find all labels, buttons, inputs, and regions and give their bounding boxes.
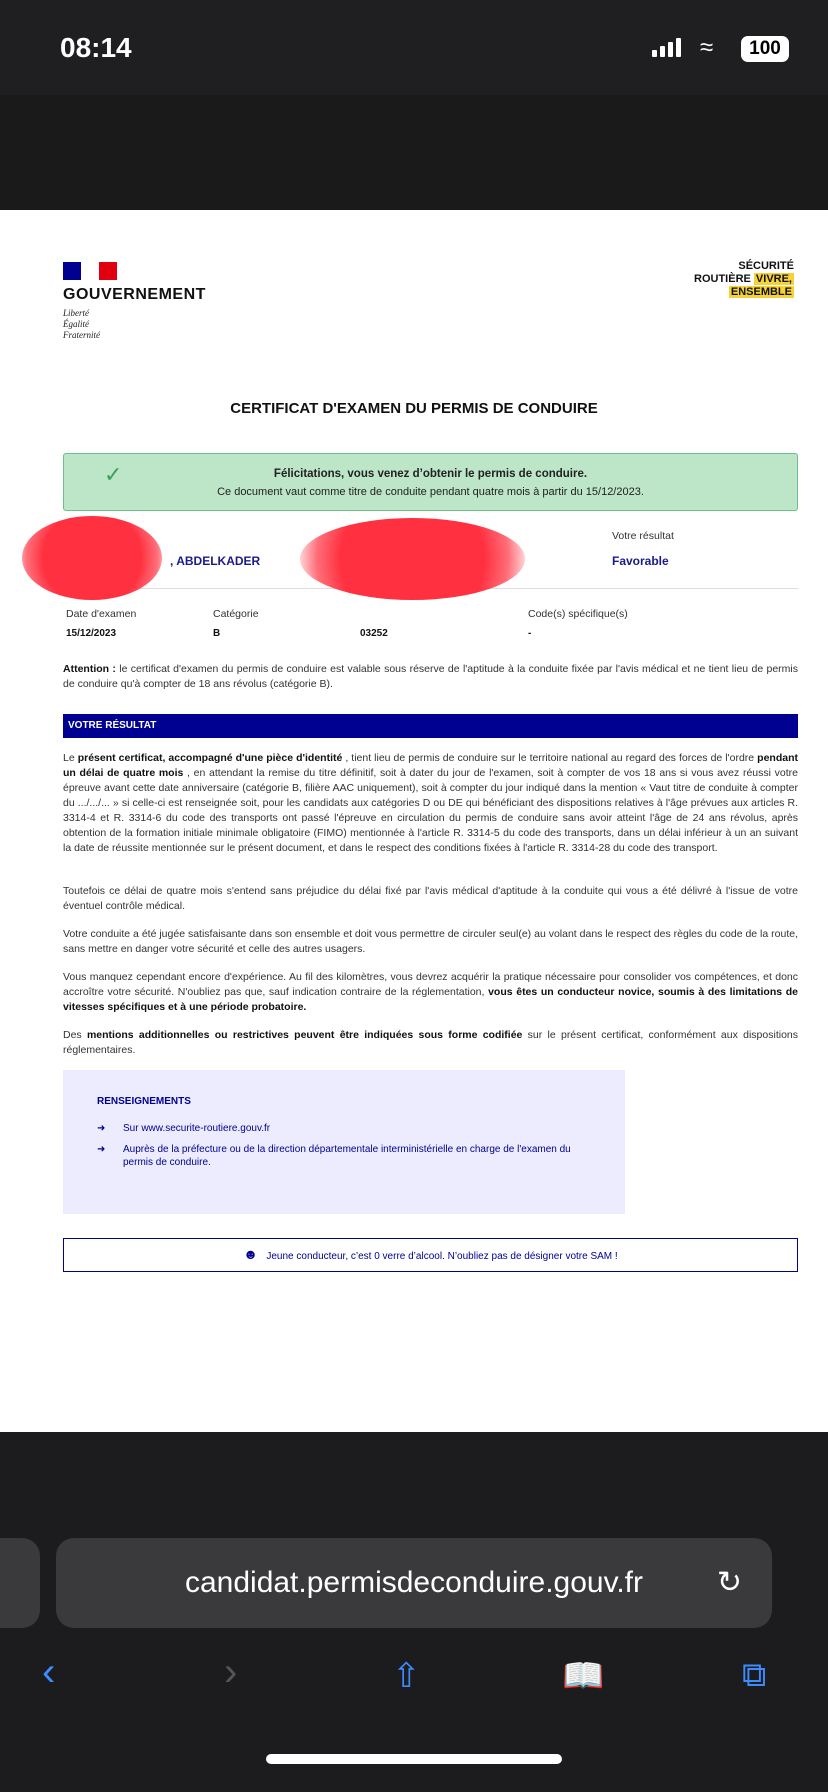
devise-line: Liberté bbox=[63, 308, 89, 318]
sr-line: ROUTIÈRE bbox=[694, 273, 751, 285]
reload-icon[interactable]: ↻ bbox=[716, 1566, 742, 1599]
home-indicator[interactable] bbox=[266, 1754, 562, 1764]
sam-text: Jeune conducteur, c’est 0 verre d’alcool. N’oubliez pas de désigner votre SAM ! bbox=[266, 1251, 618, 1262]
field-value: 03252 bbox=[360, 628, 388, 639]
battery-icon: 100 bbox=[741, 36, 789, 62]
back-icon[interactable]: ‹ bbox=[42, 1650, 56, 1694]
field-label: Date d'examen bbox=[66, 608, 137, 620]
field-value: B bbox=[213, 628, 221, 639]
info-box bbox=[63, 1070, 625, 1214]
attention-bold: Attention : bbox=[63, 663, 116, 675]
page-title: CERTIFICAT D'EXAMEN DU PERMIS DE CONDUIRE bbox=[230, 400, 598, 417]
info-item-text: Auprès de la préfecture ou de la direction départementale interministérielle en charge de l'examen du permis de conduire. bbox=[123, 1144, 571, 1168]
wifi-icon: ≈ bbox=[700, 34, 714, 61]
arrow-icon: ➜ bbox=[97, 1123, 106, 1134]
info-item-text: Sur www.securite-routiere.gouv.fr bbox=[123, 1123, 271, 1134]
success-text: Ce document vaut comme titre de conduite pendant quatre mois à partir du 15/12/2023. bbox=[217, 486, 644, 498]
info-item bbox=[97, 1143, 591, 1169]
sr-highlight: VIVRE, bbox=[755, 273, 792, 285]
devise bbox=[63, 308, 206, 341]
success-headline: Félicitations, vous venez d’obtenir le permis de conduire. bbox=[273, 468, 588, 480]
address-bar[interactable] bbox=[56, 1538, 772, 1628]
signal-icon bbox=[652, 38, 681, 57]
sr-highlight: ENSEMBLE bbox=[730, 286, 792, 298]
info-title: RENSEIGNEMENTS bbox=[97, 1096, 191, 1107]
sr-line: SÉCURITÉ bbox=[738, 260, 794, 272]
field-value: - bbox=[528, 628, 532, 639]
field-label: Catégorie bbox=[213, 608, 259, 620]
arrow-icon: ➜ bbox=[97, 1144, 106, 1155]
devise-line: Fraternité bbox=[63, 330, 100, 340]
url-text: candidat.permisdeconduire.gouv.fr bbox=[184, 1566, 644, 1599]
paragraph: Vous manquez cependant encore d'expérience. Au fil des kilomètres, vous devrez acquérir la pratique nécessaire pour consolider vos compétences, et donc accroître votre sécurité. N'oubliez pas que, sauf indication contraire de la réglementation, vous êtes un conducteur novice, soumis à des limitations de vitesses spécifiques et à une période probatoire. bbox=[63, 971, 798, 1013]
field-label: Code(s) spécifique(s) bbox=[528, 608, 628, 620]
forward-icon[interactable]: › bbox=[224, 1650, 238, 1694]
info-item[interactable] bbox=[97, 1122, 591, 1135]
viewer-background bbox=[0, 95, 828, 210]
section-header: VOTRE RÉSULTAT bbox=[63, 714, 798, 738]
success-banner bbox=[63, 453, 798, 511]
gouvernement-logo bbox=[63, 262, 206, 341]
sam-face-icon: ☻ bbox=[243, 1246, 259, 1262]
paragraph: Des mentions additionnelles ou restrictives peuvent être indiquées sous forme codifiée sur le présent certificat, conformément aux dispositions réglementaires. bbox=[63, 1029, 798, 1056]
attention-body: le certificat d'examen du permis de conduire est valable sous réserve de l'aptitude à la conduite fixée par l'avis médical et ne tient lieu de permis de conduire qu'à compter de 18 ans révolus (catégorie B). bbox=[63, 663, 798, 690]
clock: 08:14 bbox=[60, 32, 132, 63]
flag-icon bbox=[63, 262, 117, 280]
field-value: 15/12/2023 bbox=[66, 628, 117, 639]
paragraph: Votre conduite a été jugée satisfaisante dans son ensemble et doit vous permettre de circuler seul(e) au volant dans le respect des règles du code de la route, sans mettre en danger votre sécurité et celle des autres usagers. bbox=[63, 928, 798, 955]
share-icon[interactable]: ⇧ bbox=[392, 1657, 421, 1695]
redaction-mark bbox=[300, 518, 525, 600]
bookmarks-icon[interactable]: 📖 bbox=[562, 1657, 605, 1695]
sam-notice bbox=[63, 1238, 798, 1272]
candidate-name: , ABDELKADER bbox=[170, 554, 261, 568]
previous-tab-preview[interactable] bbox=[0, 1538, 40, 1628]
paragraph: Le présent certificat, accompagné d'une pièce d'identité , tient lieu de permis de conduire sur le territoire national au regard des forces de l'ordre pendant un délai de quatre mois , en attendant la remise du titre définitif, soit à dater du jour de l'examen, soit à compter de vos 18 ans si vous avez réussi votre épreuve avant cette date anniversaire (catégorie B, filière AAC uniquement), soit à compter du jour indiqué dans la mention « Vaut titre de conduite à compter du .../.../... » si celle-ci est renseignée soit, pour les candidats aux catégories D ou DE qui bénéficiant des dispositions relatives à l'âge prévues aux articles R. 3314-4 et R. 3314-6 du code des transports ont passé l'épreuve en circulation du permis de conduire sans avoir atteint l'âge de 24 ans révolus, après obtention de la formation initiale minimale obligatoire (FIMO) mentionnée à l'article R. 3314-5 du code des transports, dans un délai inférieur à un an suivant la date de réussite mentionnée sur le présent document, et dans le respect des conditions fixées à l'article R. 3314-28 du code des transport. bbox=[63, 752, 798, 854]
certificate-document bbox=[0, 210, 828, 1432]
gov-name: GOUVERNEMENT bbox=[63, 286, 206, 303]
securite-routiere-logo bbox=[694, 260, 794, 299]
paragraph: Toutefois ce délai de quatre mois s'entend sans préjudice du délai fixé par l'avis médical d'aptitude à la conduite qui vous a été délivré à l'issue de votre éventuel contrôle médical. bbox=[63, 885, 798, 912]
status-bar bbox=[0, 0, 828, 95]
check-icon: ✓ bbox=[104, 462, 123, 487]
devise-line: Égalité bbox=[63, 319, 89, 329]
result-label: Votre résultat bbox=[612, 530, 674, 542]
tabs-icon[interactable]: ⧉ bbox=[742, 1656, 767, 1694]
attention-text bbox=[63, 662, 798, 692]
redaction-mark bbox=[22, 516, 162, 600]
result-value: Favorable bbox=[612, 554, 669, 568]
